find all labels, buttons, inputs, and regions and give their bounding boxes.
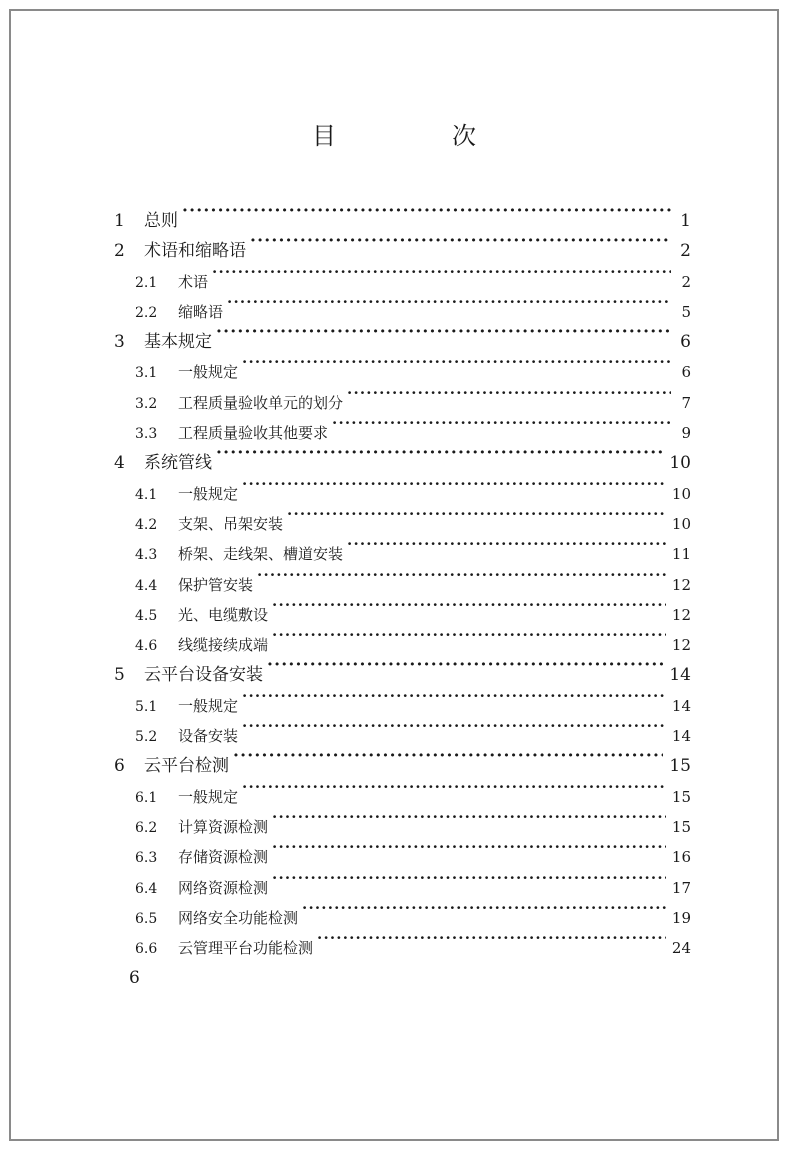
toc-leader-dots	[212, 257, 671, 287]
toc-entry-page: 10	[671, 484, 691, 503]
toc-chapter-row[interactable]	[114, 226, 691, 262]
toc-entry-number: 2	[114, 241, 125, 262]
toc-entry-number: 5.1	[135, 698, 158, 715]
toc-entry-title: 桥架、走线架、槽道安装	[178, 545, 344, 564]
toc-entry-page: 7	[681, 393, 691, 412]
toc-leader-dots	[242, 681, 666, 711]
toc-entry-page: 15	[669, 756, 691, 777]
toc-entry-page: 12	[671, 636, 691, 655]
toc-entry-title: 设备安装	[178, 727, 239, 746]
toc-entry-number: 6.3	[135, 850, 158, 867]
toc-entry-number: 4.2	[135, 516, 158, 533]
toc-leader-dots	[272, 832, 666, 862]
page-number: 6	[129, 968, 140, 988]
toc-entry-title: 光、电缆敷设	[178, 605, 269, 624]
table-of-contents	[114, 196, 691, 958]
toc-entry-number: 4.3	[135, 547, 158, 564]
toc-entry-page: 2	[681, 272, 691, 291]
toc-entry-title: 工程质量验收单元的划分	[178, 393, 344, 412]
toc-entry-page: 5	[681, 302, 691, 321]
toc-entry-page: 2	[680, 241, 691, 262]
toc-chapter-row[interactable]	[114, 196, 691, 231]
toc-entry-page: 12	[671, 575, 691, 594]
toc-entry-title: 云平台检测	[144, 756, 229, 777]
toc-leader-dots	[302, 893, 666, 923]
toc-entry-number: 4.4	[135, 577, 158, 594]
toc-leader-dots	[332, 408, 671, 438]
toc-entry-title: 一般规定	[178, 363, 239, 382]
toc-entry-title: 术语和缩略语	[144, 241, 246, 262]
toc-entry-number: 4.6	[135, 638, 158, 655]
toc-leader-dots	[347, 529, 666, 559]
toc-entry-page: 6	[680, 332, 691, 353]
toc-entry-page: 1	[680, 211, 691, 231]
toc-entry-title: 网络资源检测	[178, 878, 269, 897]
toc-entry-number: 3.1	[135, 365, 158, 382]
toc-leader-dots	[272, 863, 666, 893]
toc-entry-number: 3.3	[135, 426, 158, 443]
toc-entry-page: 14	[671, 727, 691, 746]
toc-leader-dots	[347, 378, 671, 408]
toc-entry-page: 15	[671, 817, 691, 836]
toc-entry-title: 一般规定	[178, 787, 239, 806]
toc-leader-dots	[317, 923, 666, 953]
toc-entry-title: 线缆接续成端	[178, 636, 269, 655]
toc-entry-number: 5	[114, 665, 125, 686]
toc-entry-page: 6	[681, 363, 691, 382]
page-title: 目 次	[312, 122, 522, 150]
toc-entry-title: 支架、吊架安装	[178, 514, 284, 533]
toc-entry-number: 6.1	[135, 789, 158, 806]
toc-entry-title: 术语	[178, 272, 209, 291]
toc-leader-dots	[242, 772, 666, 802]
toc-leader-dots	[272, 620, 666, 650]
toc-entry-title: 云管理平台功能检测	[178, 939, 314, 958]
toc-entry-number: 6.2	[135, 819, 158, 836]
toc-entry-page: 15	[671, 787, 691, 806]
toc-entry-title: 系统管线	[144, 453, 212, 474]
toc-entry-number: 6.5	[135, 910, 158, 927]
toc-leader-dots	[242, 347, 671, 377]
toc-leader-dots	[227, 287, 671, 317]
toc-entry-title: 云平台设备安装	[144, 665, 263, 686]
toc-entry-number: 1	[114, 211, 125, 231]
toc-entry-page: 9	[681, 424, 691, 443]
toc-leader-dots	[272, 802, 666, 832]
toc-entry-page: 24	[671, 939, 691, 958]
toc-entry-title: 工程质量验收其他要求	[178, 424, 329, 443]
toc-entry-number: 6	[114, 756, 125, 777]
toc-entry-page: 11	[671, 545, 691, 564]
toc-leader-dots	[233, 741, 663, 771]
toc-entry-page: 19	[671, 908, 691, 927]
toc-entry-number: 2.1	[135, 274, 158, 291]
toc-entry-page: 17	[671, 878, 691, 897]
toc-entry-title: 一般规定	[178, 696, 239, 715]
toc-leader-dots	[216, 317, 671, 347]
toc-entry-title: 缩略语	[178, 302, 224, 321]
toc-leader-dots	[267, 650, 663, 680]
toc-entry-page: 12	[671, 605, 691, 624]
toc-leader-dots	[287, 499, 666, 529]
toc-entry-title: 总则	[144, 211, 178, 231]
toc-entry-number: 5.2	[135, 729, 158, 746]
toc-entry-number: 4	[114, 453, 125, 474]
toc-entry-number: 6.6	[135, 941, 158, 958]
toc-leader-dots	[242, 711, 666, 741]
toc-entry-page: 10	[669, 453, 691, 474]
toc-leader-dots	[216, 438, 663, 468]
toc-leader-dots	[182, 196, 671, 226]
toc-entry-number: 3	[114, 332, 125, 353]
toc-entry-title: 保护管安装	[178, 575, 254, 594]
toc-leader-dots	[272, 590, 666, 620]
document-page	[9, 9, 779, 1141]
toc-entry-number: 3.2	[135, 395, 158, 412]
toc-entry-number: 4.1	[135, 486, 158, 503]
toc-entry-number: 6.4	[135, 880, 158, 897]
toc-leader-dots	[242, 469, 666, 499]
toc-entry-page: 14	[671, 696, 691, 715]
toc-entry-title: 网络安全功能检测	[178, 908, 299, 927]
toc-leader-dots	[250, 226, 671, 256]
toc-entry-title: 存储资源检测	[178, 848, 269, 867]
toc-entry-title: 基本规定	[144, 332, 212, 353]
toc-entry-page: 10	[671, 514, 691, 533]
toc-entry-number: 2.2	[135, 304, 158, 321]
toc-leader-dots	[257, 560, 666, 590]
toc-entry-page: 16	[671, 848, 691, 867]
toc-entry-page: 14	[669, 665, 691, 686]
toc-entry-title: 一般规定	[178, 484, 239, 503]
toc-entry-number: 4.5	[135, 607, 158, 624]
toc-entry-title: 计算资源检测	[178, 817, 269, 836]
